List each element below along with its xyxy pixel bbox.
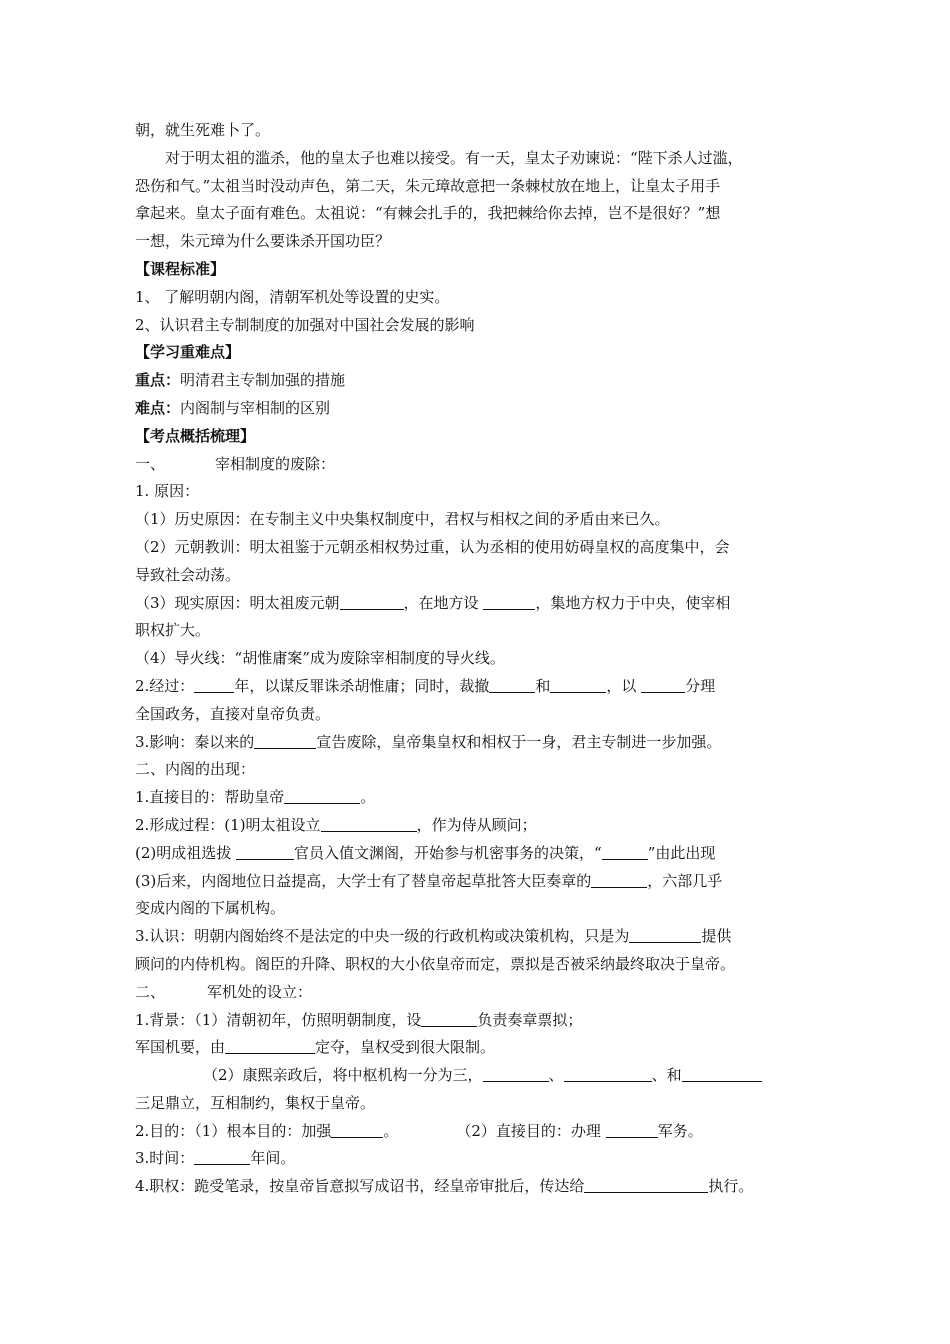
answer-blank[interactable] — [483, 1065, 549, 1082]
part-title: 军机处的设立： — [207, 982, 313, 1001]
text: 3.影响：秦以来的 — [135, 732, 255, 751]
item-line — [135, 1034, 825, 1062]
curriculum-item: 1、 了解明朝内阁，清朝军机处等设置的史实。 — [135, 287, 450, 306]
text: 年，以谋反罪诛杀胡惟庸；同时，裁撤 — [234, 676, 490, 695]
answer-blank[interactable] — [602, 843, 648, 860]
answer-blank[interactable] — [641, 676, 685, 693]
key-point-line — [135, 367, 825, 395]
text: 3.时间： — [135, 1149, 195, 1168]
item-line — [135, 1118, 825, 1146]
answer-blank[interactable] — [682, 1065, 762, 1082]
text: 、和 — [651, 1066, 682, 1085]
item-line: 变成内阁的下属机构。 — [135, 899, 286, 918]
answer-blank[interactable] — [194, 1148, 250, 1165]
text: 提供 — [701, 927, 732, 946]
answer-blank[interactable] — [584, 1176, 708, 1193]
item-line: 三足鼎立，互相制约，集权于皇帝。 — [135, 1093, 376, 1112]
part-one-title — [135, 451, 825, 479]
answer-blank[interactable] — [321, 815, 417, 832]
answer-blank[interactable] — [550, 676, 606, 693]
answer-blank[interactable] — [194, 676, 234, 693]
part-title: 宰相制度的废除： — [215, 454, 336, 473]
key-text: 明清君主专制加强的措施 — [180, 371, 346, 390]
item-line — [135, 1062, 825, 1090]
answer-blank[interactable] — [284, 787, 360, 804]
text: （2）康熙亲政后，将中枢机构一分为三， — [203, 1066, 483, 1085]
item-line — [135, 812, 825, 840]
item-line: 职权扩大。 — [135, 621, 211, 640]
text: 。 — [383, 1121, 399, 1140]
text: 执行。 — [708, 1177, 754, 1196]
part-number: 二、 — [135, 982, 166, 1001]
text: 4.职权：跪受笔录，按皇帝旨意拟写成诏书，经皇帝审批后，传达给 — [135, 1177, 585, 1196]
answer-blank[interactable] — [254, 732, 316, 749]
answer-blank[interactable] — [564, 1065, 652, 1082]
text: (3)后来，内阁地位日益提高，大学士有了替皇帝起草批答大臣奏章的 — [135, 871, 592, 890]
item-line: （2）元朝教训：明太祖鉴于元朝丞相权势过重，认为丞相的使用妨碍皇权的高度集中，会 — [135, 537, 730, 556]
item-line — [135, 673, 825, 701]
answer-blank[interactable] — [606, 1121, 658, 1138]
section-heading-curriculum: 【课程标准】 — [135, 259, 226, 278]
item-line — [135, 840, 825, 868]
text: 1.直接目的：帮助皇帝 — [135, 788, 285, 807]
item-line — [135, 923, 825, 951]
item-line: （1）历史原因：在专制主义中央集权制度中，君权与相权之间的矛盾由来已久。 — [135, 510, 670, 529]
text: ，作为侍从顾问； — [416, 815, 537, 834]
answer-blank[interactable] — [421, 1010, 477, 1027]
text: 分理 — [685, 676, 716, 695]
difficulty-text: 内阁制与宰相制的区别 — [180, 398, 331, 417]
story-line: 对于明太祖的滥杀，他的皇太子也难以接受。有一天，皇太子劝谏说：“陛下杀人过滥， — [165, 148, 743, 167]
item-line: 导致社会动荡。 — [135, 565, 241, 584]
text: 军务。 — [657, 1121, 703, 1140]
text: ”由此出现 — [647, 843, 716, 862]
document-page — [135, 117, 825, 1201]
item-line — [135, 1173, 825, 1201]
part-number: 一、 — [135, 454, 166, 473]
text: 。 — [360, 788, 376, 807]
text: 定夺，皇权受到很大限制。 — [315, 1038, 496, 1057]
text: （2）直接目的：办理 — [456, 1121, 606, 1140]
answer-blank[interactable] — [236, 843, 294, 860]
story-line: 恐伤和气。”太祖当时没动声色，第二天，朱元璋故意把一条棘杖放在地上，让皇太子用手 — [135, 176, 721, 195]
answer-blank[interactable] — [331, 1121, 383, 1138]
item-line — [135, 868, 825, 896]
item-line — [135, 784, 825, 812]
item-line — [135, 729, 825, 757]
section-heading-keypoints: 【学习重难点】 — [135, 343, 241, 362]
difficulty-label: 难点： — [135, 398, 181, 417]
item-line — [135, 590, 825, 618]
item-line: 全国政务，直接对皇帝负责。 — [135, 704, 331, 723]
part-three-title — [135, 979, 825, 1007]
answer-blank[interactable] — [489, 676, 535, 693]
text: 2.目的：（1）根本目的：加强 — [135, 1121, 332, 1140]
item-line — [135, 1145, 825, 1173]
text: ，以 — [606, 676, 642, 695]
text: 年间。 — [250, 1149, 296, 1168]
answer-blank[interactable] — [629, 926, 701, 943]
answer-blank[interactable] — [340, 593, 404, 610]
item-line: （4）导火线：“胡惟庸案”成为废除宰相制度的导火线。 — [135, 649, 505, 668]
item-line: 1. 原因： — [135, 482, 200, 501]
story-line: 一想，朱元璋为什么要诛杀开国功臣？ — [135, 232, 391, 251]
text: 3.认识：明朝内阁始终不是法定的中央一级的行政机构或决策机构，只是为 — [135, 927, 630, 946]
text: ，六部几乎 — [647, 871, 723, 890]
answer-blank[interactable] — [225, 1037, 315, 1054]
item-line: 顾问的内侍机构。阁臣的升降、职权的大小依皇帝而定，票拟是否被采纳最终取决于皇帝。 — [135, 954, 736, 973]
text: 宣告废除，皇帝集皇权和相权于一身，君主专制进一步加强。 — [316, 732, 722, 751]
text: ，集地方权力于中央，使宰相 — [535, 593, 731, 612]
text: 和 — [535, 676, 551, 695]
section-heading-summary: 【考点概括梳理】 — [135, 426, 256, 445]
answer-blank[interactable] — [483, 593, 535, 610]
curriculum-item: 2、认识君主专制制度的加强对中国社会发展的影响 — [135, 315, 475, 334]
text: 官员入值文渊阁，开始参与机密事务的决策，“ — [294, 843, 602, 862]
text: (2)明成祖选拔 — [135, 843, 237, 862]
story-line: 拿起来。皇太子面有难色。太祖说：“有棘会扎手的，我把棘给你去掉，岂不是很好？”想 — [135, 204, 721, 223]
text: 1.背景：（1）清朝初年，仿照明朝制度，设 — [135, 1010, 422, 1029]
item-line — [135, 1007, 825, 1035]
text: （3）现实原因：明太祖废元朝 — [135, 593, 340, 612]
difficulty-line — [135, 395, 825, 423]
text: 2.经过： — [135, 676, 195, 695]
text: 2.形成过程：(1)明太祖设立 — [135, 815, 321, 834]
text: ，在地方设 — [403, 593, 484, 612]
text: 、 — [548, 1066, 564, 1085]
answer-blank[interactable] — [591, 871, 647, 888]
part-two-title: 二、内阁的出现： — [135, 760, 256, 779]
text: 负责奏章票拟； — [477, 1010, 583, 1029]
text: 军国机要，由 — [135, 1038, 226, 1057]
story-line: 朝，就生死难卜了。 — [135, 121, 271, 139]
key-label: 重点： — [135, 371, 181, 390]
